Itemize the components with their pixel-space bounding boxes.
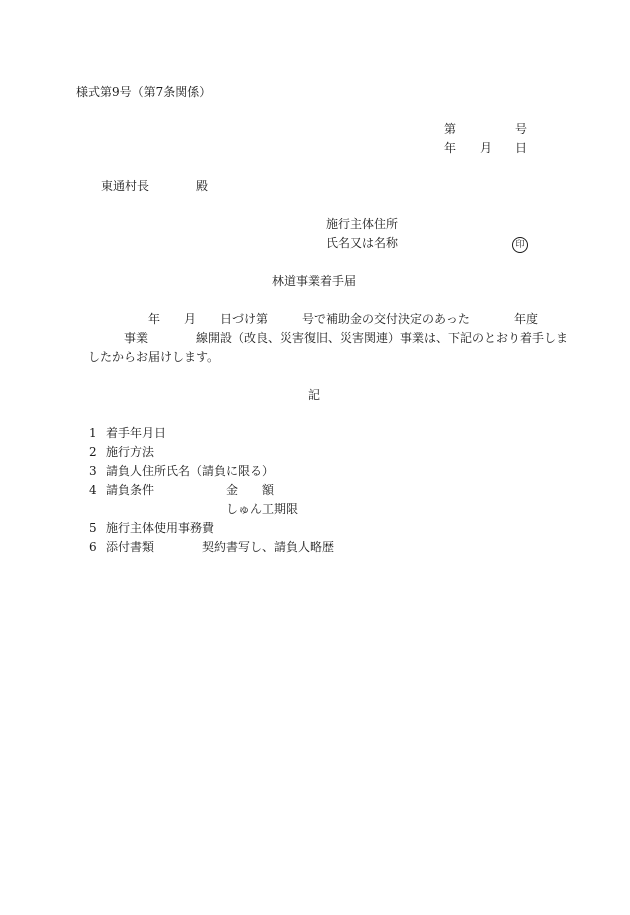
document-title: 林道事業着手届: [272, 274, 357, 288]
doc-number-prefix: 第: [444, 122, 457, 136]
item-sub-deadline: しゅん工期限: [226, 502, 299, 516]
item-label: 添付書類: [106, 540, 155, 554]
applicant-address-label: 施行主体住所: [326, 217, 399, 231]
body-line-3: したからお届けします。: [88, 350, 220, 364]
item-value: 契約書写し、請負人略歴: [202, 540, 335, 554]
body-year: 年: [148, 312, 161, 326]
body-dated: 日づけ第: [220, 312, 269, 326]
date-year: 年: [444, 141, 457, 155]
ki-heading: 記: [308, 388, 321, 402]
body-line-2: 線開設（改良、災害復旧、災害関連）事業は、下記のとおり着手しま: [196, 331, 569, 345]
addressee-honorific: 殿: [196, 179, 209, 193]
date-day: 日: [515, 141, 528, 155]
item-label: 施行主体使用事務費: [106, 521, 215, 535]
body-project: 事業: [124, 331, 149, 345]
date-month: 月: [480, 141, 493, 155]
body-month: 月: [184, 312, 197, 326]
addressee-name: 東通村長: [101, 179, 150, 193]
form-number: 様式第9号（第7条関係）: [76, 85, 212, 99]
item-label: 施行方法: [106, 445, 155, 459]
item-label: 請負条件: [106, 483, 155, 497]
item-number: 4: [89, 483, 97, 497]
item-label: 請負人住所氏名（請負に限る）: [106, 464, 275, 478]
doc-number-suffix: 号: [515, 122, 528, 136]
item-number: 2: [89, 445, 97, 459]
item-number: 5: [89, 521, 97, 535]
body-grant: 号で補助金の交付決定のあった: [302, 312, 470, 326]
item-sub-amount: 金 額: [226, 483, 275, 497]
seal-mark: [512, 235, 528, 253]
item-number: 3: [89, 464, 97, 478]
applicant-name-label: 氏名又は名称: [326, 236, 399, 250]
body-fiscal: 年度: [514, 312, 539, 326]
item-number: 1: [89, 426, 97, 440]
item-number: 6: [89, 540, 97, 554]
item-label: 着手年月日: [106, 426, 167, 440]
seal-char: 印: [512, 237, 528, 253]
